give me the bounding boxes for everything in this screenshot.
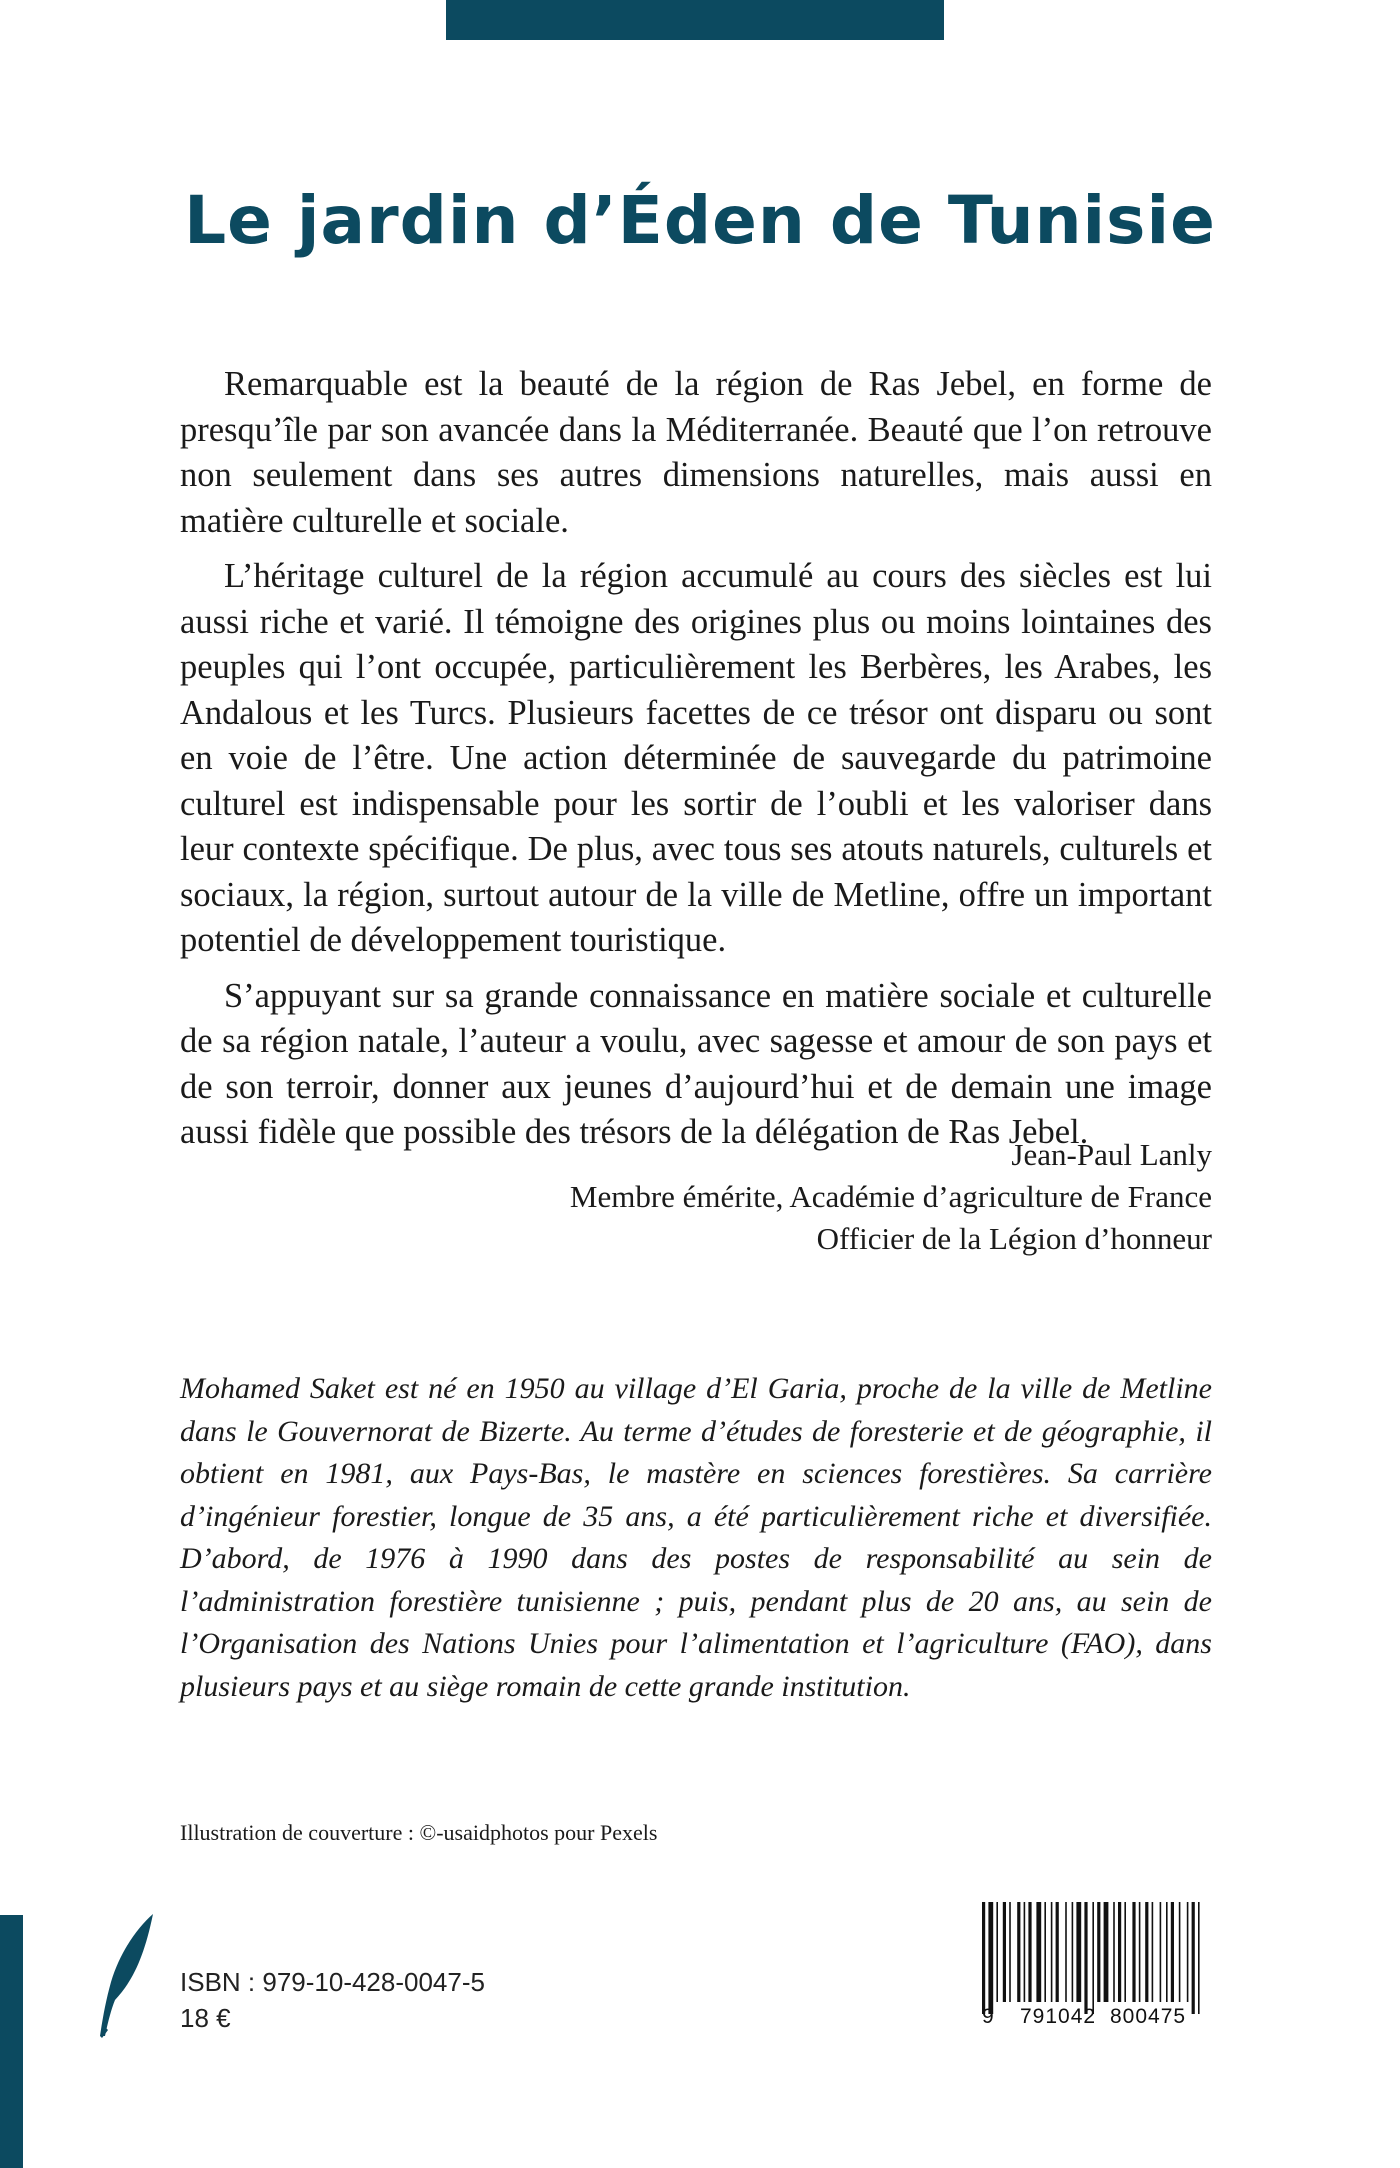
left-accent-bar [0, 1915, 23, 2168]
blurb-paragraph: S’appuyant sur sa grande connaissance en matière sociale et culturelle de sa région natale, l’auteur a voulu, avec sagesse et amour de son pays et de son terroir, donner aux jeunes d’aujourd’hui et de demain une image aussi fidèle que possible des trésors de la délégation de Ras Jebel. [180, 976, 1212, 1151]
barcode-bar [1003, 1902, 1006, 2002]
barcode-bar [982, 1902, 985, 2014]
isbn: ISBN : 979-10-428-0047-5 [180, 1967, 485, 1997]
barcode-bar [1051, 1902, 1053, 2002]
barcode-bar [1044, 1902, 1046, 2002]
barcode-bar [996, 1902, 998, 2002]
signature-title-2: Officier de la Légion d’honneur [816, 1221, 1212, 1256]
signature-title-1: Membre émérite, Académie d’agriculture de France [569, 1179, 1212, 1214]
barcode-bar [1024, 1902, 1026, 2002]
barcode-bar [1132, 1902, 1135, 2002]
barcode-bar [1139, 1902, 1141, 2002]
barcode-bar [1036, 1902, 1041, 2002]
feather-icon [96, 1912, 156, 2040]
barcode-bar [1097, 1902, 1100, 2002]
barcode-bar [1198, 1902, 1200, 2014]
feather-shape [100, 1914, 153, 2036]
barcode-bar [1118, 1902, 1121, 2002]
book-title: Le jardin d’Éden de Tunisie [184, 182, 1216, 259]
barcode-bar [1009, 1902, 1011, 2002]
illustration-credit: Illustration de couverture : ©-usaidphotos pour Pexels [180, 1820, 658, 1845]
barcode-bar [1028, 1902, 1031, 2002]
barcode-bar [1145, 1902, 1148, 2002]
barcode-bar [1152, 1902, 1154, 2002]
blurb [180, 362, 1212, 1156]
author-bio: Mohamed Saket est né en 1950 au village d’El Garia, proche de la ville de Metline dans le Gouvernorat de Bizerte. Au terme d’études de foresterie et de géographie, il obtient en 1981, aux Pays-Bas, le mastère en sciences forestières. Sa carrière d’ingénieur forestier, longue de 35 ans, a été particulièrement riche et diversifiée. D’abord, de 1976 à 1990 dans des postes de responsabilité au sein de l’administration forestière tunisienne ; puis, pendant plus de 20 ans, au sein de l’Organisation des Nations Unies pour l’alimentation et l’agriculture (FAO), dans plusieurs pays et au siège romain de cette grande institution. [180, 1372, 1212, 1703]
barcode-bar [1056, 1902, 1059, 2002]
blurb-paragraph: L’héritage culturel de la région accumulé au cours des siècles est lui aussi riche et varié. Il témoigne des origines plus ou moins lointaines des peuples qui l’ont occupée, particulièrement les Berbères, les Arabes, les Andalous et les Turcs. Plusieurs facettes de ce trésor ont disparu ou sont en voie de l’être. Une action déterminée de sauvegarde du patrimoine culturel est indispensable pour les sortir de l’oubli et les valoriser dans leur contexte spécifique. De plus, avec tous ses atouts naturels, culturels et sociaux, la région, surtout autour de la ville de Metline, offre un important potentiel de développement touristique. [180, 557, 1212, 959]
barcode-bar [1187, 1902, 1189, 2002]
barcode-bar [1065, 1902, 1067, 2002]
blurb-paragraph: Remarquable est la beauté de la région de Ras Jebel, en forme de presqu’île par son avancée dans la Méditerranée. Beauté que l’on retrouve non seulement dans ses autres dimensions naturelles, mais aussi en matière culturelle et sociale. [180, 365, 1212, 540]
barcode-bar [1113, 1902, 1115, 2002]
barcode-bar [988, 1902, 993, 2014]
barcode-bar [1084, 1902, 1087, 2014]
top-accent-bar [446, 0, 944, 40]
barcode-bar [1166, 1902, 1168, 2002]
barcode-digits-left: 791042 [1020, 2005, 1097, 2028]
barcode-bar [1072, 1902, 1074, 2002]
barcode-digits-right: 800475 [1110, 2005, 1187, 2028]
signature [180, 1134, 1212, 1260]
price: 18 € [180, 2003, 231, 2033]
barcode-digit-first: 9 [982, 2005, 994, 2028]
barcode-bar [1192, 1902, 1195, 2014]
barcode-bar [1076, 1902, 1081, 2002]
barcode-bar [1124, 1902, 1126, 2002]
barcode-bar [1171, 1902, 1174, 2002]
barcode-bar [1160, 1902, 1162, 2002]
signature-name: Jean-Paul Lanly [1011, 1137, 1212, 1172]
barcode-bar [1092, 1902, 1094, 2014]
barcode-bar [1104, 1902, 1109, 2002]
barcode-bar [1017, 1902, 1020, 2002]
barcode-bar [1179, 1902, 1181, 2002]
